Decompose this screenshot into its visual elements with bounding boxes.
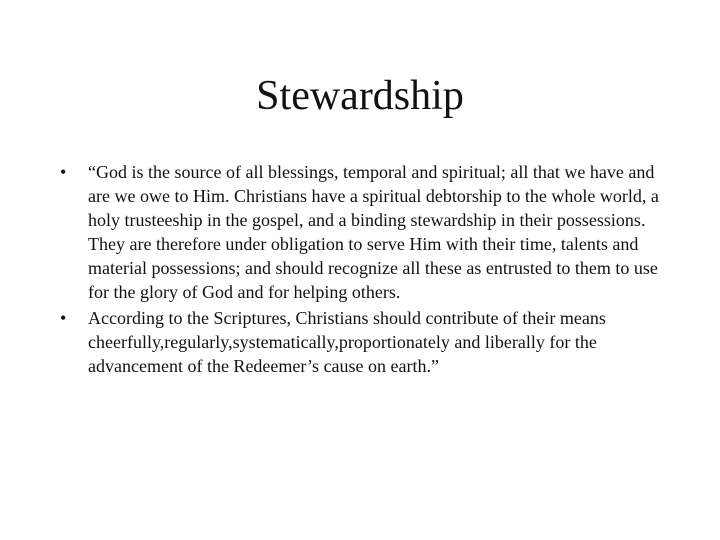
bullet-text-2: According to the Scriptures, Christians should contribute of their means cheerfully,regularly,systematically,proportionately and liberally for the advancement of the Redeemer’s cause on earth.” — [88, 308, 606, 376]
bullet-marker-icon: • — [60, 308, 67, 328]
slide-title: Stewardship — [256, 73, 464, 119]
bullet-text-1: “God is the source of all blessings, temporal and spiritual; all that we have and are we owe to Him. Christians have a spiritual debtorship to the whole world, a holy trusteeship in the gospel, and a binding stewardship in their possessions. They are therefore under obligation to serve Him with their time, talents and material possessions; and should recognize all these as entrusted to them to use for the glory of God and for helping others. — [88, 162, 659, 302]
bullet-marker-icon: • — [60, 162, 67, 182]
bullet-item-1 — [60, 160, 670, 304]
bullet-item-2 — [60, 306, 670, 378]
bullet-list — [60, 160, 670, 380]
